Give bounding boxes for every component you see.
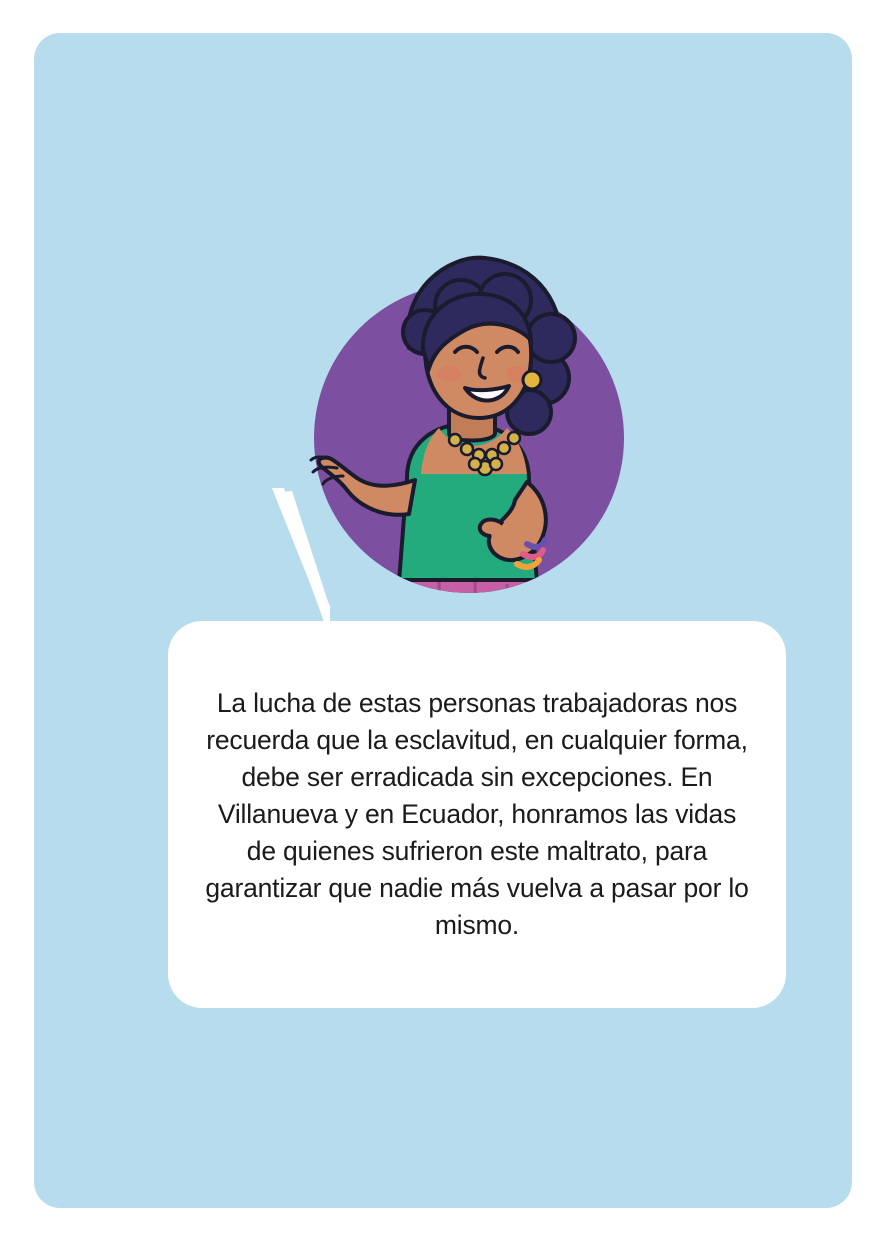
speech-bubble xyxy=(168,621,786,1008)
speech-bubble-tail xyxy=(272,488,332,633)
illustration-container xyxy=(289,228,629,678)
speech-bubble-text xyxy=(168,685,786,944)
woman-character-illustration xyxy=(289,228,629,678)
speech-bubble-paragraph: La lucha de estas personas trabajadoras nos recuerda que la esclavitud, en cualquier forma, debe ser erradicada sin excepciones. En Villanueva y en Ecuador, honramos las vidas de quienes sufrieron este maltrato, para garantizar que nadie más vuelva a pasar por lo mismo. xyxy=(205,688,749,940)
poster-card xyxy=(34,33,852,1208)
